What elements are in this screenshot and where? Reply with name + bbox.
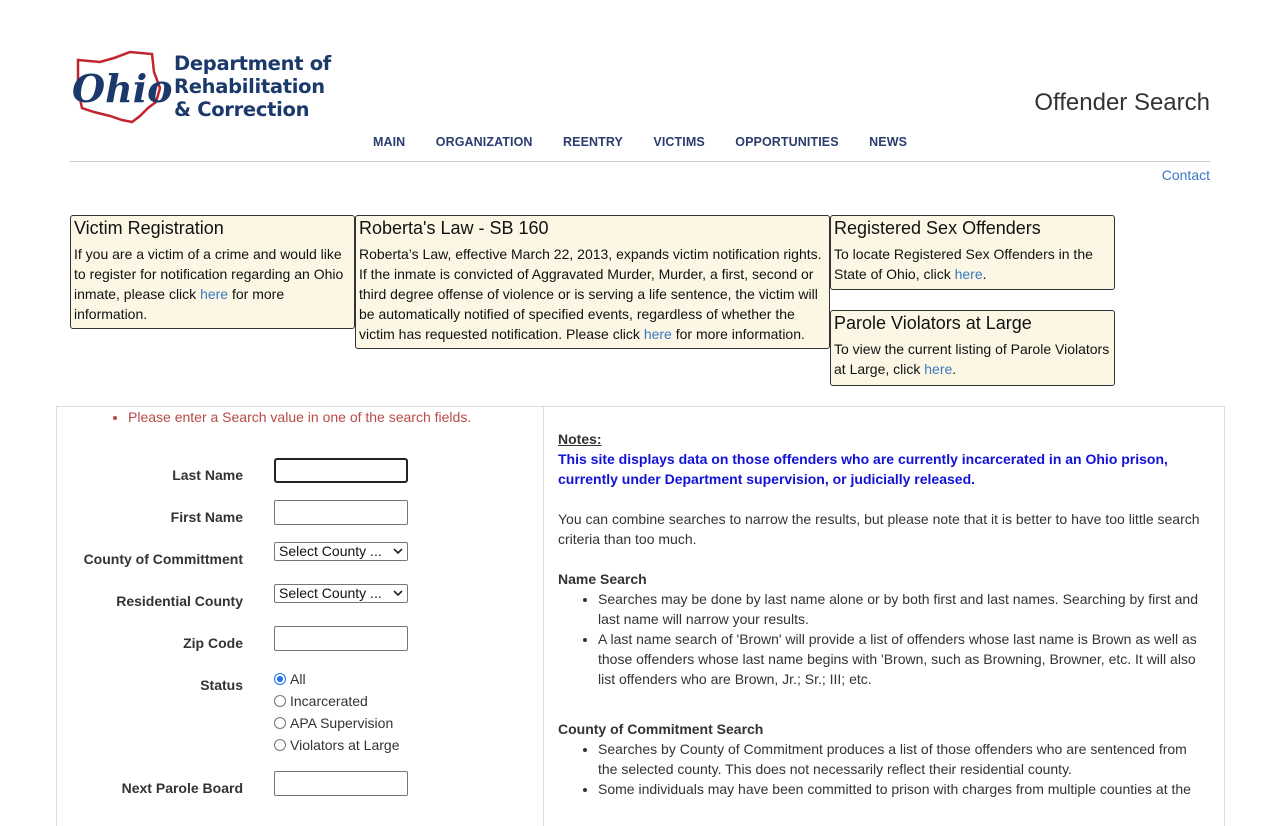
ohio-state-outline-icon xyxy=(70,50,174,126)
residential-county-select[interactable] xyxy=(274,584,408,603)
chevron-down-icon xyxy=(393,546,403,556)
list-item: • A last name search of 'Brown' will provide a list of offenders whose last name is Brown as well as those offenders whose last name begins with 'Brown, such as Browning, Browner, etc. It will also list offenders who are Brown, Jr.; Sr.; III; etc. xyxy=(598,629,1208,689)
residential-county-value: Select County ... xyxy=(279,585,382,601)
error-message: • Please enter a Search value in one of the search fields. xyxy=(128,409,471,425)
first-name-input[interactable] xyxy=(274,500,408,525)
status-radio-violators[interactable]: Violators at Large xyxy=(274,737,399,753)
nav-main[interactable]: MAIN xyxy=(372,135,406,149)
notes xyxy=(558,429,1208,799)
name-search-heading: Name Search xyxy=(558,571,647,587)
chevron-down-icon xyxy=(393,588,403,598)
victim-registration-text: If you are a victim of a crime and would like to register for notification regarding an Ohio inmate, please click here for more information. xyxy=(74,246,344,322)
victim-registration-title: Victim Registration xyxy=(74,218,224,238)
county-commitment-value: Select County ... xyxy=(279,543,382,559)
logo-line-1: Department of xyxy=(174,52,331,75)
radio-icon[interactable] xyxy=(274,739,286,751)
status-radio-apa[interactable]: APA Supervision xyxy=(274,715,393,731)
sex-offenders-box xyxy=(830,215,1115,290)
sex-offenders-text: To locate Registered Sex Offenders in the State of Ohio, click here. xyxy=(834,246,1093,282)
logo-text xyxy=(174,52,331,121)
radio-icon[interactable] xyxy=(274,695,286,707)
page-title: Offender Search xyxy=(1034,89,1210,116)
county-search-list xyxy=(558,739,1208,799)
zip-code-input[interactable] xyxy=(274,626,408,651)
residential-county-label: Residential County xyxy=(116,593,243,609)
logo-line-2: Rehabilitation xyxy=(174,75,325,98)
robertas-law-link[interactable]: here xyxy=(643,326,672,342)
victim-registration-box xyxy=(70,215,355,329)
main-nav xyxy=(0,133,1280,151)
status-radio-incarcerated[interactable]: Incarcerated xyxy=(274,693,368,709)
nav-victims[interactable]: VICTIMS xyxy=(653,135,705,149)
error-list xyxy=(112,409,471,425)
robertas-law-title: Roberta's Law - SB 160 xyxy=(359,218,549,238)
county-commitment-select[interactable] xyxy=(274,542,408,561)
status-radio-all[interactable]: All xyxy=(274,671,306,687)
status-label: Status xyxy=(200,677,243,693)
notes-combine: You can combine searches to narrow the results, but please note that it is better to have too little search criteria than too much. xyxy=(558,511,1200,547)
victim-registration-link[interactable]: here xyxy=(200,286,229,302)
list-item: • Searches may be done by last name alone or by both first and last names. Searching by first and last name will narrow your results. xyxy=(598,589,1208,629)
parole-violators-title: Parole Violators at Large xyxy=(834,313,1032,333)
search-form xyxy=(56,406,544,826)
last-name-input[interactable] xyxy=(274,458,408,483)
list-item: • Some individuals may have been committed to prison with charges from multiple counties at the xyxy=(598,779,1208,799)
nav-organization[interactable]: ORGANIZATION xyxy=(435,135,533,149)
parole-violators-box xyxy=(830,310,1115,386)
nav-news[interactable]: NEWS xyxy=(869,135,908,149)
county-search-heading: County of Commitment Search xyxy=(558,721,764,737)
nav-opportunities[interactable]: OPPORTUNITIES xyxy=(735,135,839,149)
robertas-law-text: Roberta’s Law, effective March 22, 2013, expands victim notification rights. If the inmate is convicted of Aggravated Murder, Murder, a first, second or third degree offense of violence or is serving a life sentence, the victim will be automatically notified of specified events, regardless of whether the victim has requested notification. Please click here for more information. xyxy=(359,246,822,342)
notes-panel xyxy=(543,406,1225,826)
next-parole-label: Next Parole Board xyxy=(121,780,243,796)
sex-offenders-title: Registered Sex Offenders xyxy=(834,218,1041,238)
next-parole-input[interactable] xyxy=(274,771,408,796)
radio-checked-icon[interactable] xyxy=(274,673,286,685)
parole-violators-link[interactable]: here xyxy=(924,361,953,377)
logo-word: Ohio xyxy=(72,66,173,111)
notes-highlight: This site displays data on those offenders who are currently incarcerated in an Ohio prison, currently under Department supervision, or judicially released. xyxy=(558,451,1168,487)
notes-heading: Notes: xyxy=(558,431,602,447)
odrc-logo[interactable] xyxy=(70,50,340,126)
sex-offenders-link[interactable]: here xyxy=(954,266,983,282)
robertas-law-box xyxy=(355,215,830,349)
nav-reentry[interactable]: REENTRY xyxy=(563,135,623,149)
zip-code-label: Zip Code xyxy=(183,635,243,651)
parole-violators-text: To view the current listing of Parole Violators at Large, click here. xyxy=(834,341,1110,377)
county-commitment-label: County of Committment xyxy=(83,551,243,567)
first-name-label: First Name xyxy=(170,509,243,525)
logo-line-3: & Correction xyxy=(174,98,310,121)
list-item: • Searches by County of Commitment produces a list of those offenders who are sentenced from the selected county. This does not necessarily reflect their residential county. xyxy=(598,739,1208,779)
header-divider xyxy=(70,161,1210,162)
radio-icon[interactable] xyxy=(274,717,286,729)
name-search-list xyxy=(558,589,1208,689)
last-name-label: Last Name xyxy=(172,467,243,483)
contact-link[interactable]: Contact xyxy=(1161,167,1210,183)
